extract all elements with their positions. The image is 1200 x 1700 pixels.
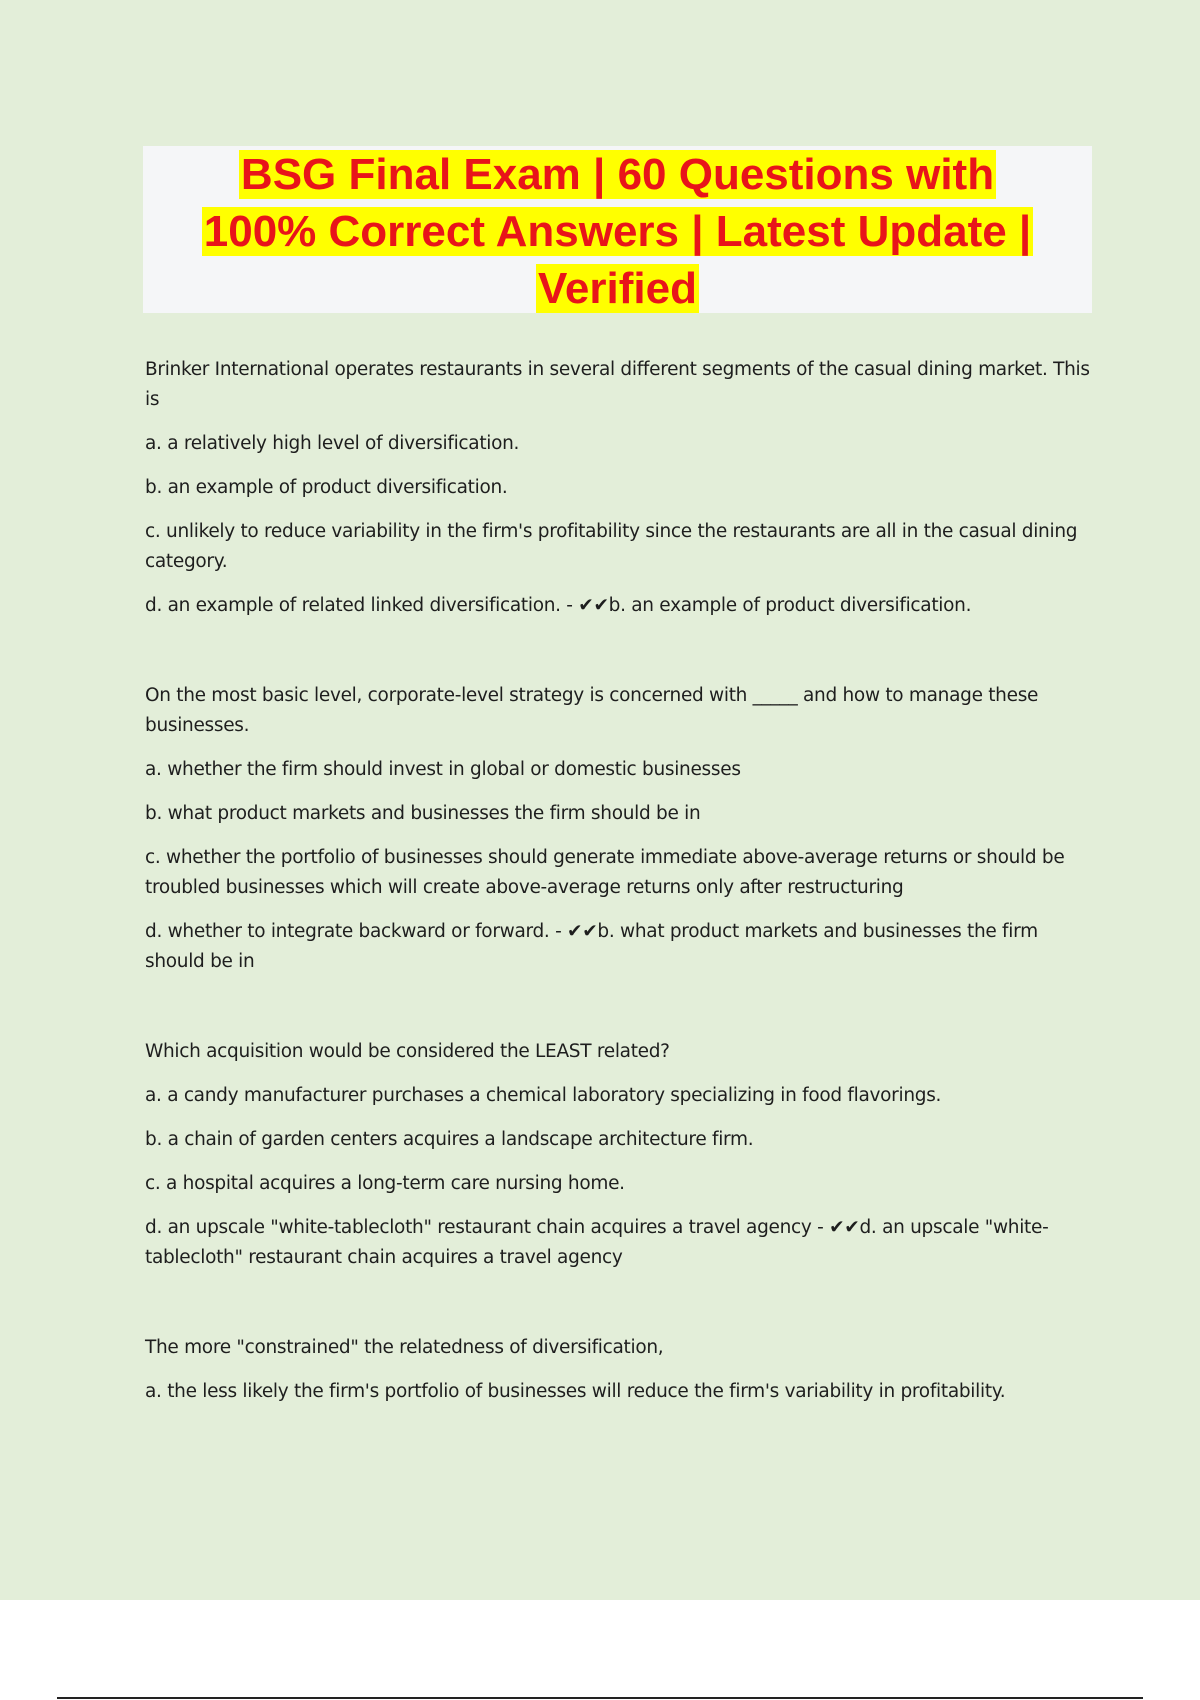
question-block [145,1333,1090,1407]
title-line-text: BSG Final Exam | 60 Questions with [240,150,995,199]
title-line-text: Verified [538,264,697,313]
question-list [145,355,1090,1467]
answer-option: b. an example of product diversification. [145,477,508,498]
answer-option-with-key: d. an upscale "white-tablecloth" restaurant chain acquires a travel agency - ✔✔d. an upscale "white-tablecloth" restaurant chain acquires a travel agency [145,1217,1049,1268]
title-line [143,146,1092,203]
title-line-text: 100% Correct Answers | Latest Update | [203,207,1032,256]
title-line [143,260,1092,317]
question-block [145,355,1090,621]
answer-option-with-key: d. whether to integrate backward or forward. - ✔✔b. what product markets and businesses the firm should be in [145,921,1038,972]
answer-option-with-key: d. an example of related linked diversification. - ✔✔b. an example of product diversification. [145,595,972,616]
answer-option: c. whether the portfolio of businesses should generate immediate above-average returns or should be troubled businesses which will create above-average returns only after restructuring [145,847,1065,898]
title-box [143,146,1092,313]
answer-option: c. unlikely to reduce variability in the firm's profitability since the restaurants are all in the casual dining category. [145,521,1078,572]
answer-option: c. a hospital acquires a long-term care nursing home. [145,1173,625,1194]
answer-option: a. the less likely the firm's portfolio of businesses will reduce the firm's variability in profitability. [145,1381,1006,1402]
question-text: The more "constrained" the relatedness of diversification, [145,1337,664,1358]
answer-option: a. a candy manufacturer purchases a chemical laboratory specializing in food flavorings. [145,1085,942,1106]
question-text: Which acquisition would be considered the LEAST related? [145,1041,670,1062]
question-text: Brinker International operates restaurants in several different segments of the casual dining market. This is [145,359,1090,410]
title-line [143,203,1092,260]
answer-option: b. a chain of garden centers acquires a landscape architecture firm. [145,1129,754,1150]
answer-option: a. a relatively high level of diversification. [145,433,520,454]
question-block [145,1037,1090,1273]
answer-option: b. what product markets and businesses the firm should be in [145,803,701,824]
question-text: On the most basic level, corporate-level strategy is concerned with _____ and how to manage these businesses. [145,685,1039,736]
question-block [145,681,1090,977]
answer-option: a. whether the firm should invest in global or domestic businesses [145,759,741,780]
footer-divider [57,1697,1143,1699]
